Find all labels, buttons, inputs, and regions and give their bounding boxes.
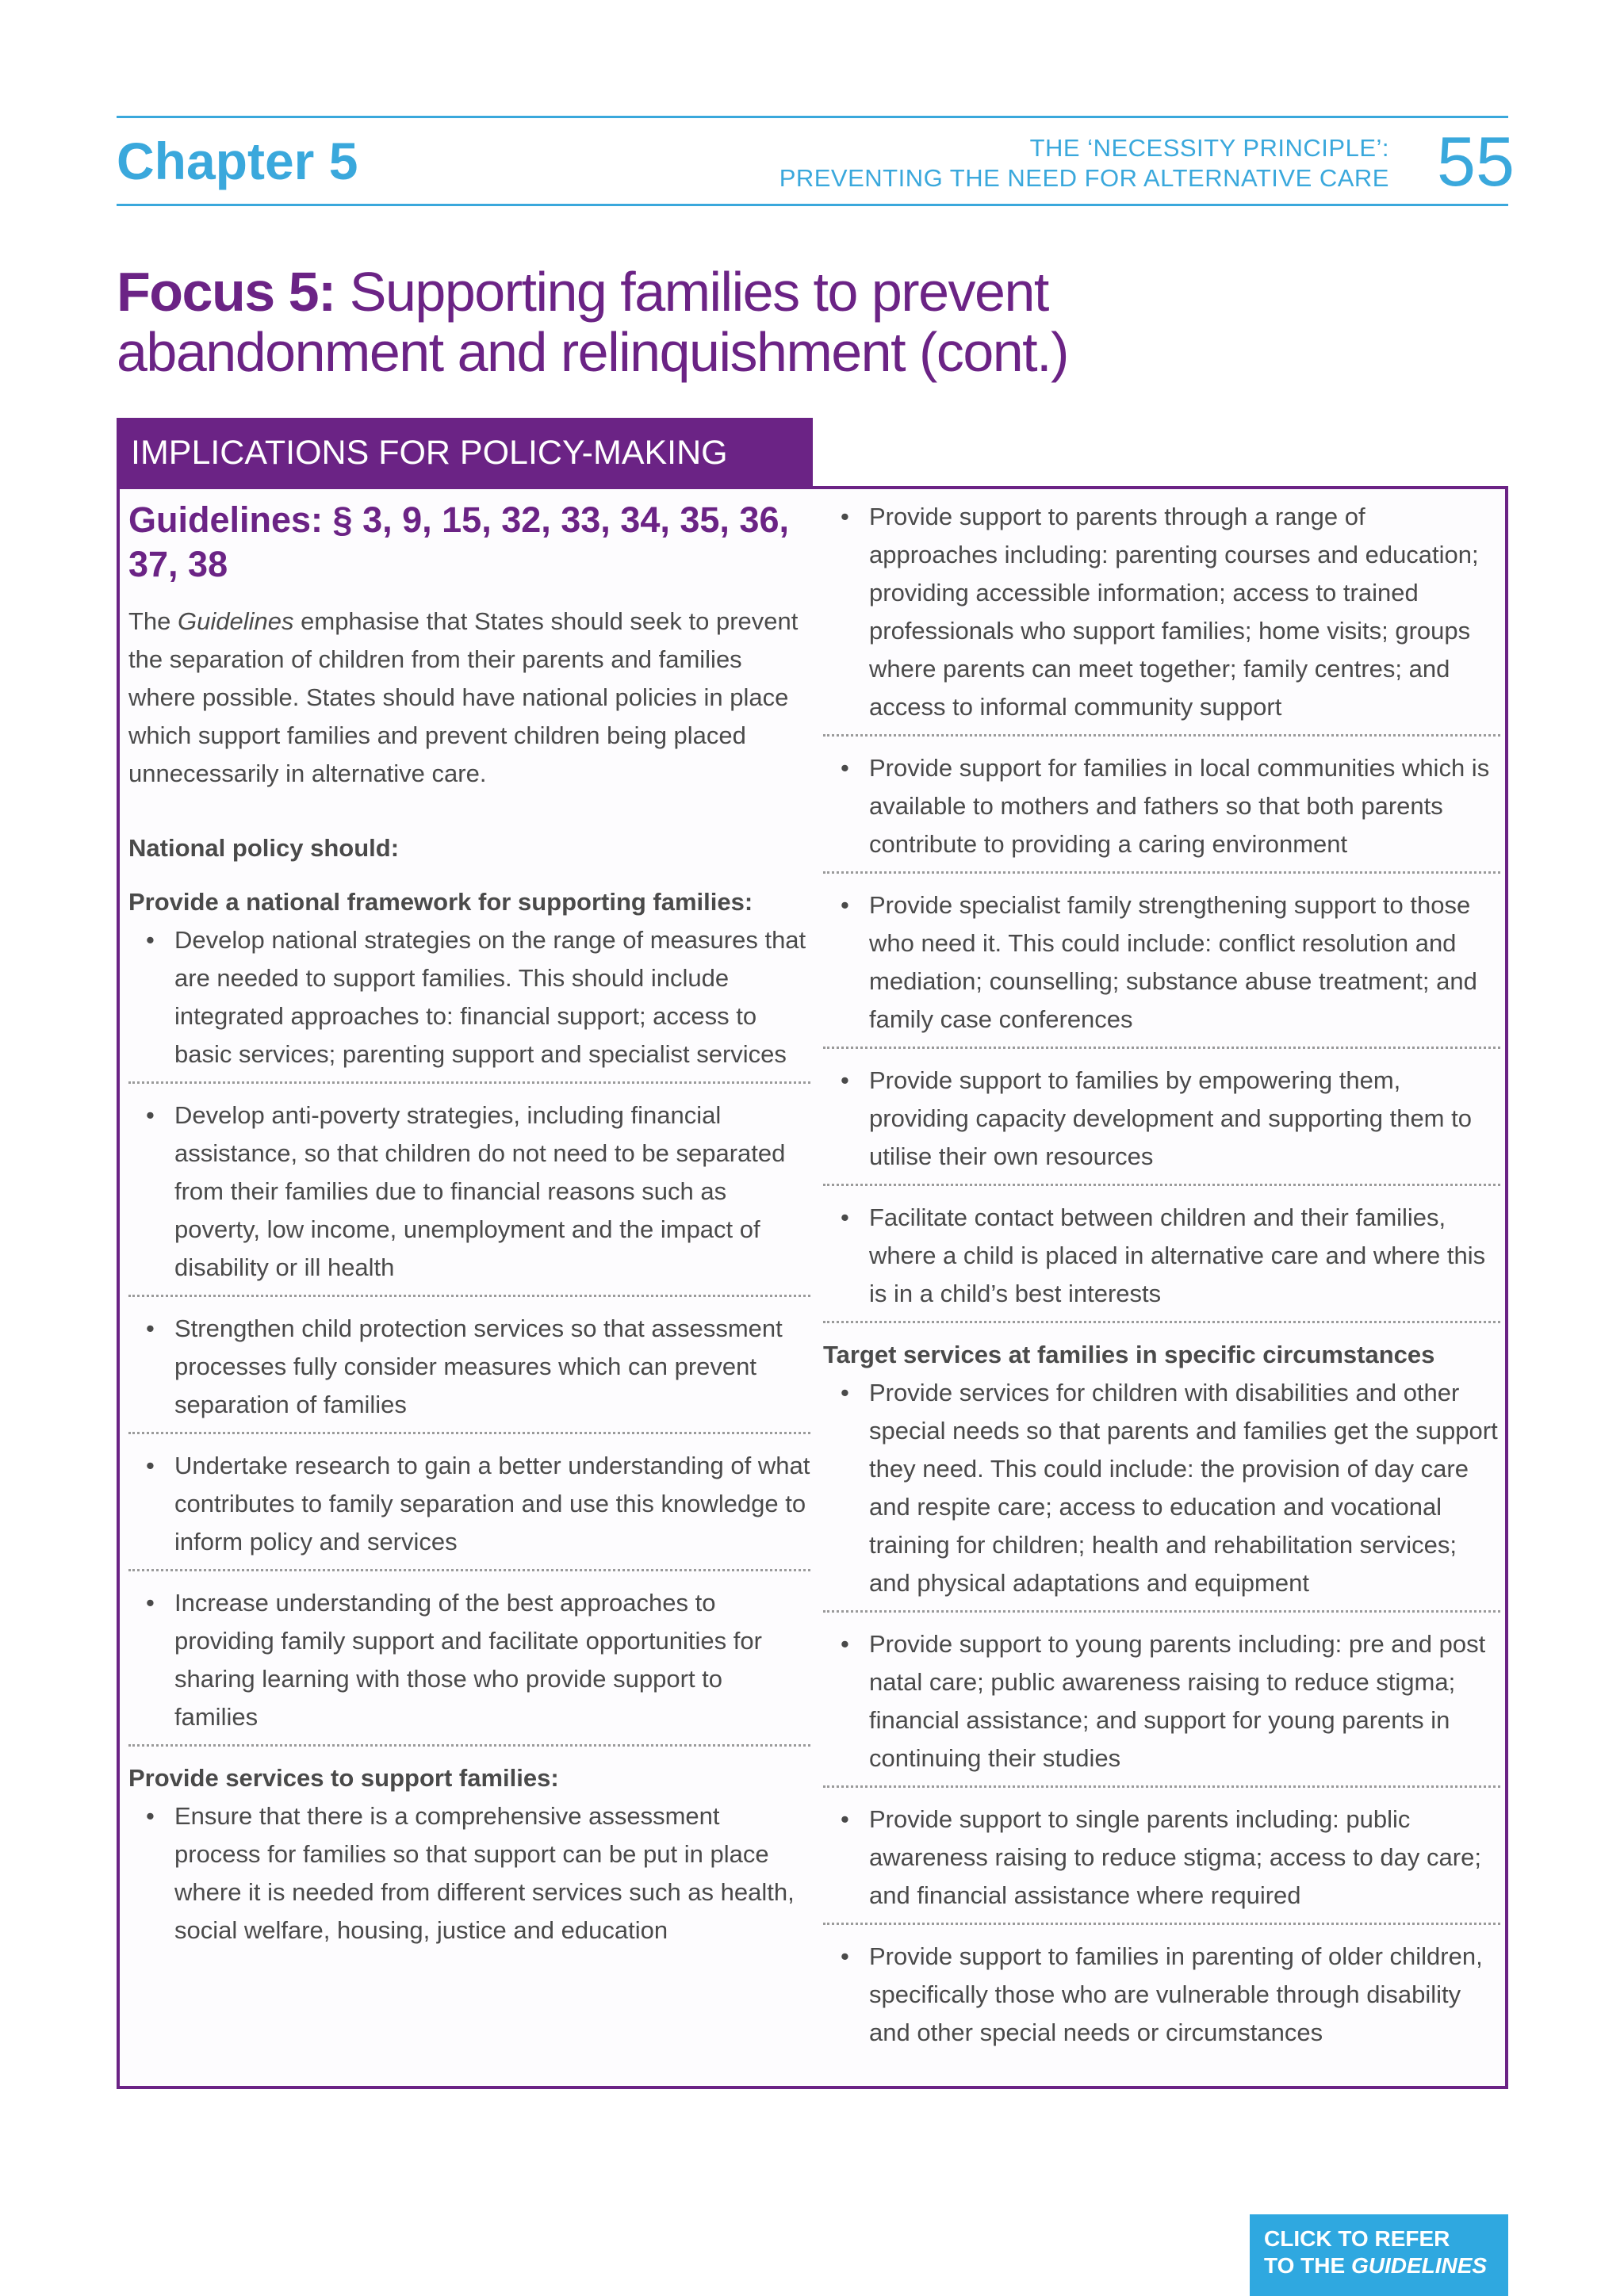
section-tab: IMPLICATIONS FOR POLICY-MAKING xyxy=(117,418,813,488)
target-heading: Target services at families in specific circumstances xyxy=(823,1341,1435,1368)
running-head-line-2: PREVENTING THE NEED FOR ALTERNATIVE CARE xyxy=(779,164,1389,192)
page-number: 55 xyxy=(1437,122,1515,201)
framework-heading: Provide a national framework for supporting families: xyxy=(128,888,753,916)
chapter-label: Chapter 5 xyxy=(117,132,358,190)
page-title-line-2: abandonment and relinquishment (cont.) xyxy=(117,321,1068,383)
cta-line-2-text: TO THE xyxy=(1264,2253,1351,2278)
page-title-rest: Supporting families to prevent xyxy=(335,261,1048,323)
list-item: • Provide support to single parents including: public awareness raising to reduce stigma; access to day care; and financial assistance where required xyxy=(823,1800,1500,1925)
left-column xyxy=(128,498,810,1970)
header-top-rule xyxy=(117,116,1508,118)
list-item: • Develop national strategies on the range of measures that are needed to support families. This should include integrated approaches to: financial support; access to basic services; parenting support and specialist services xyxy=(128,921,810,1084)
running-head-line-1: THE ‘NECESSITY PRINCIPLE’: xyxy=(1029,134,1389,162)
list-item: • Increase understanding of the best approaches to providing family support and facilitate opportunities for sharing learning with those who provide support to families xyxy=(128,1584,810,1747)
cta-line-2 xyxy=(1264,2252,1508,2279)
list-item: • Develop anti-poverty strategies, including financial assistance, so that children do not need to be separated from their families due to financial reasons such as poverty, low income, unemployment and the impact of disability or ill health xyxy=(128,1096,810,1297)
guidelines-heading: Guidelines: § 3, 9, 15, 32, 33, 34, 35, 36, 37, 38 xyxy=(128,499,789,584)
right-column xyxy=(823,498,1500,2072)
intro-paragraph xyxy=(128,603,810,793)
list-item: • Ensure that there is a comprehensive assessment process for families so that support can be put in place where it is needed from different services such as health, social welfare, housing, justice and education xyxy=(128,1797,810,1957)
list-item: • Provide support to families by empowering them, providing capacity development and supporting them to utilise their own resources xyxy=(823,1062,1500,1186)
header-bottom-rule xyxy=(117,204,1508,206)
refer-guidelines-button[interactable] xyxy=(1250,2214,1508,2296)
cta-line-1: CLICK TO REFER xyxy=(1264,2226,1450,2251)
intro-text-italic: Guidelines xyxy=(178,607,294,635)
support-list xyxy=(823,498,1500,1323)
framework-list xyxy=(128,921,810,1747)
list-item: • Strengthen child protection services so that assessment processes fully consider measures which can prevent separation of families xyxy=(128,1310,810,1434)
list-item: • Provide support to families in parenting of older children, specifically those who are vulnerable through disability and other special needs or circumstances xyxy=(823,1938,1500,2060)
intro-text-1: The xyxy=(128,607,178,635)
target-list xyxy=(823,1374,1500,2060)
list-item: • Provide support to parents through a range of approaches including: parenting courses and education; providing accessible information; access to trained professionals who support families; home visits; groups where parents can meet together; family centres; and access to informal community support xyxy=(823,498,1500,737)
list-item: • Provide specialist family strengthening support to those who need it. This could include: conflict resolution and mediation; counselling; substance abuse treatment; and family case conferences xyxy=(823,886,1500,1049)
running-head xyxy=(779,133,1389,193)
national-policy-heading: National policy should: xyxy=(128,834,400,862)
list-item: • Undertake research to gain a better understanding of what contributes to family separation and use this knowledge to inform policy and services xyxy=(128,1447,810,1571)
list-item: • Provide support for families in local communities which is available to mothers and fathers so that both parents contribute to providing a caring environment xyxy=(823,749,1500,874)
list-item: • Provide support to young parents including: pre and post natal care; public awareness raising to reduce stigma; financial assistance; and support for young parents in continuing their studies xyxy=(823,1625,1500,1788)
page-title-bold: Focus 5: xyxy=(117,261,335,323)
list-item: • Facilitate contact between children and their families, where a child is placed in alternative care and where this is in a child’s best interests xyxy=(823,1199,1500,1323)
services-list xyxy=(128,1797,810,1957)
services-heading: Provide services to support families: xyxy=(128,1764,559,1792)
page-title xyxy=(117,262,1306,382)
list-item: • Provide services for children with disabilities and other special needs so that parents and families get the support they need. This could include: the provision of day care and respite care; access to education and vocational training for children; health and rehabilitation services; and physical adaptations and equipment xyxy=(823,1374,1500,1613)
intro-text-2: emphasise that States should seek to prevent the separation of children from their parents and families where possible. States should have national policies in place which support families and prevent children being placed unnecessarily in alternative care. xyxy=(128,607,799,787)
cta-line-2-italic: GUIDELINES xyxy=(1350,2253,1488,2278)
